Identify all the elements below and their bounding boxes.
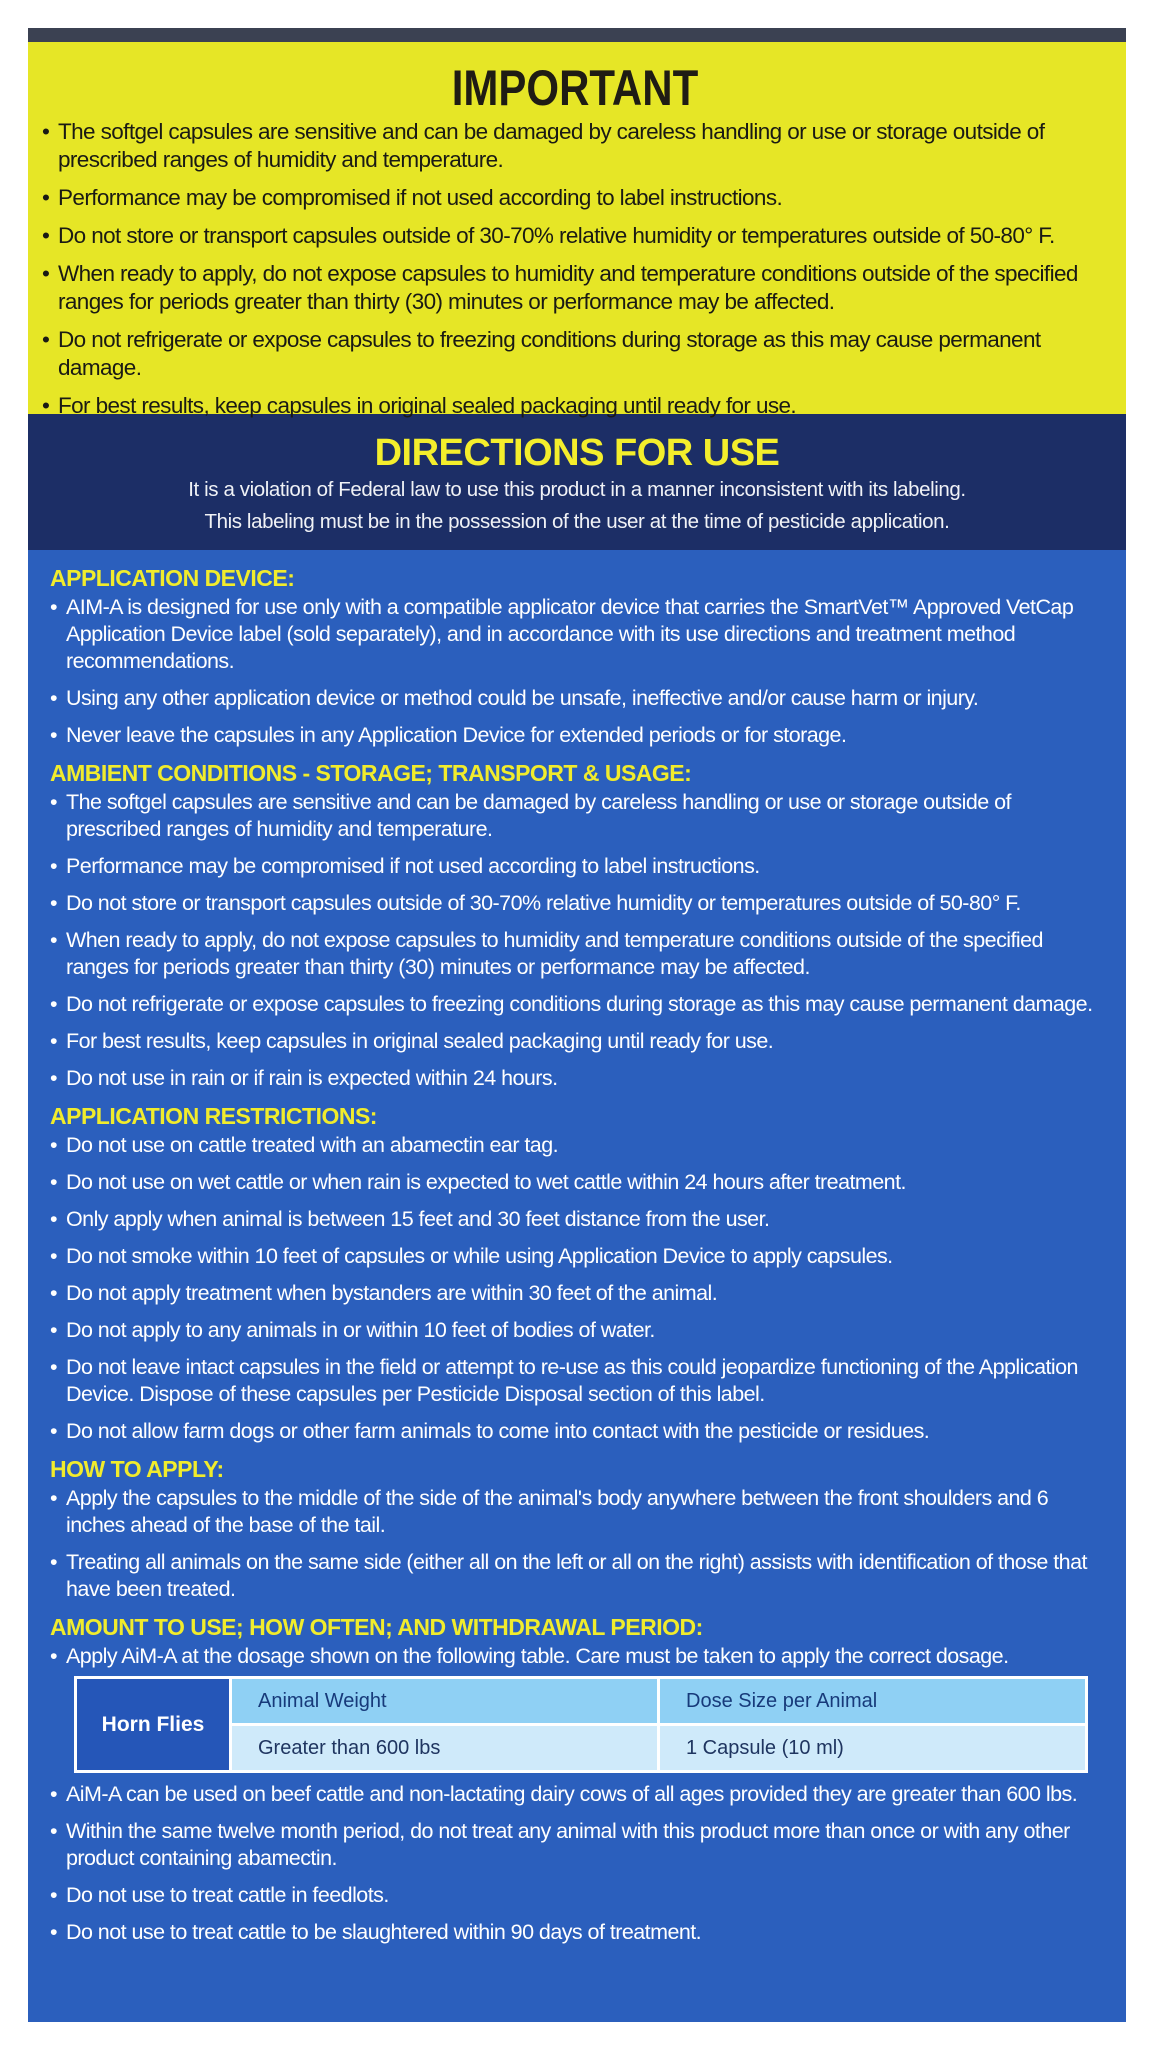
application-restrictions-title: APPLICATION RESTRICTIONS: — [50, 1103, 377, 1129]
list-item: • For best results, keep capsules in original sealed packaging until ready for use. — [46, 1028, 1102, 1055]
list-item: • Treating all animals on the same side (either all on the left or all on the right) assists with identification of those that have been treated. — [46, 1549, 1102, 1603]
product-label-panel — [28, 28, 1126, 2022]
dosage-table — [74, 1676, 1088, 1773]
labeling-possession-notice: This labeling must be in the possession of the user at the time of pesticide application. — [204, 510, 950, 533]
amount-intro-list — [46, 1643, 1102, 1670]
table-header-dose: Dose Size per Animal — [659, 1678, 1087, 1725]
list-item: • Do not leave intact capsules in the field or attempt to re-use as this could jeopardize functioning of the Application Device. Dispose of these capsules per Pesticide Disposal section of this label. — [46, 1354, 1102, 1408]
list-item: • Do not refrigerate or expose capsules to freezing conditions during storage as this may cause permanent damage. — [46, 991, 1102, 1018]
application-device-title: APPLICATION DEVICE: — [50, 565, 295, 591]
list-item: • Do not store or transport capsules outside of 30-70% relative humidity or temperatures outside of 50-80° F. — [46, 890, 1102, 917]
important-list — [42, 118, 1108, 420]
list-item: • Do not refrigerate or expose capsules to freezing conditions during storage as this may cause permanent damage. — [42, 326, 1108, 382]
list-item: • Apply the capsules to the middle of the side of the animal's body anywhere between the front shoulders and 6 inches ahead of the base of the tail. — [46, 1485, 1102, 1539]
list-item: • Performance may be compromised if not used according to label instructions. — [42, 184, 1108, 212]
list-item: • Never leave the capsules in any Application Device for extended periods or for storage. — [46, 722, 1102, 749]
list-item: • When ready to apply, do not expose capsules to humidity and temperature conditions outside of the specified ranges for periods greater than thirty (30) minutes or performance may be affected. — [42, 260, 1108, 316]
table-row — [76, 1678, 1087, 1725]
amount-title: AMOUNT TO USE; HOW OFTEN; AND WITHDRAWAL PERIOD: — [50, 1614, 703, 1640]
list-item: • The softgel capsules are sensitive and can be damaged by careless handling or use or storage outside of prescribed ranges of humidity and temperature. — [46, 789, 1102, 843]
how-to-apply-title: HOW TO APPLY: — [50, 1456, 224, 1482]
label-top-edge — [28, 28, 1126, 42]
list-item: • Do not use to treat cattle to be slaughtered within 90 days of treatment. — [46, 1919, 1102, 1946]
list-item: • Only apply when animal is between 15 feet and 30 feet distance from the user. — [46, 1206, 1102, 1233]
list-item: • Do not store or transport capsules outside of 30-70% relative humidity or temperatures outside of 50-80° F. — [42, 222, 1108, 250]
list-item: • AiM-A can be used on beef cattle and non-lactating dairy cows of all ages provided they are greater than 600 lbs. — [46, 1781, 1102, 1808]
directions-title: DIRECTIONS FOR USE — [374, 432, 780, 474]
list-item: • For best results, keep capsules in original sealed packaging until ready for use. — [42, 392, 1108, 420]
table-header-weight: Animal Weight — [231, 1678, 659, 1725]
list-item: • Do not apply to any animals in or within 10 feet of bodies of water. — [46, 1317, 1102, 1344]
list-item: • Do not use on wet cattle or when rain is expected to wet cattle within 24 hours after treatment. — [46, 1169, 1102, 1196]
list-item: • AIM-A is designed for use only with a compatible applicator device that carries the SmartVet™ Approved VetCap Application Device label (sold separately), and in accordance with its use directions and treatment method recommendations. — [46, 594, 1102, 675]
list-item: • When ready to apply, do not expose capsules to humidity and temperature conditions outside of the specified ranges for periods greater than thirty (30) minutes or performance may be affected. — [46, 927, 1102, 981]
directions-body — [28, 550, 1126, 1946]
how-to-apply-list — [46, 1485, 1102, 1603]
list-item: • Do not use to treat cattle in feedlots. — [46, 1882, 1102, 1909]
list-item: • The softgel capsules are sensitive and can be damaged by careless handling or use or storage outside of prescribed ranges of humidity and temperature. — [42, 118, 1108, 174]
list-item: • Do not use in rain or if rain is expected within 24 hours. — [46, 1065, 1102, 1092]
important-title: IMPORTANT — [451, 60, 699, 116]
application-restrictions-list — [46, 1132, 1102, 1445]
important-section — [28, 42, 1126, 418]
pest-row-header: Horn Flies — [76, 1678, 231, 1772]
table-cell-weight: Greater than 600 lbs — [231, 1725, 659, 1772]
amount-list — [46, 1781, 1102, 1946]
ambient-conditions-list — [46, 789, 1102, 1092]
list-item: • Performance may be compromised if not used according to label instructions. — [46, 853, 1102, 880]
directions-header — [28, 414, 1126, 550]
ambient-conditions-title: AMBIENT CONDITIONS - STORAGE; TRANSPORT & USAGE: — [50, 760, 692, 786]
list-item: • Do not apply treatment when bystanders are within 30 feet of the animal. — [46, 1280, 1102, 1307]
list-item: • Within the same twelve month period, do not treat any animal with this product more than once or with any other product containing abamectin. — [46, 1818, 1102, 1872]
federal-law-notice: It is a violation of Federal law to use this product in a manner inconsistent with its labeling. — [188, 478, 966, 501]
list-item: • Do not allow farm dogs or other farm animals to come into contact with the pesticide or residues. — [46, 1418, 1102, 1445]
application-device-list — [46, 594, 1102, 749]
list-item: • Using any other application device or method could be unsafe, ineffective and/or cause harm or injury. — [46, 685, 1102, 712]
list-item: • Apply AiM-A at the dosage shown on the following table. Care must be taken to apply the correct dosage. — [46, 1643, 1102, 1670]
table-cell-dose: 1 Capsule (10 ml) — [659, 1725, 1087, 1772]
list-item: • Do not smoke within 10 feet of capsules or while using Application Device to apply capsules. — [46, 1243, 1102, 1270]
list-item: • Do not use on cattle treated with an abamectin ear tag. — [46, 1132, 1102, 1159]
